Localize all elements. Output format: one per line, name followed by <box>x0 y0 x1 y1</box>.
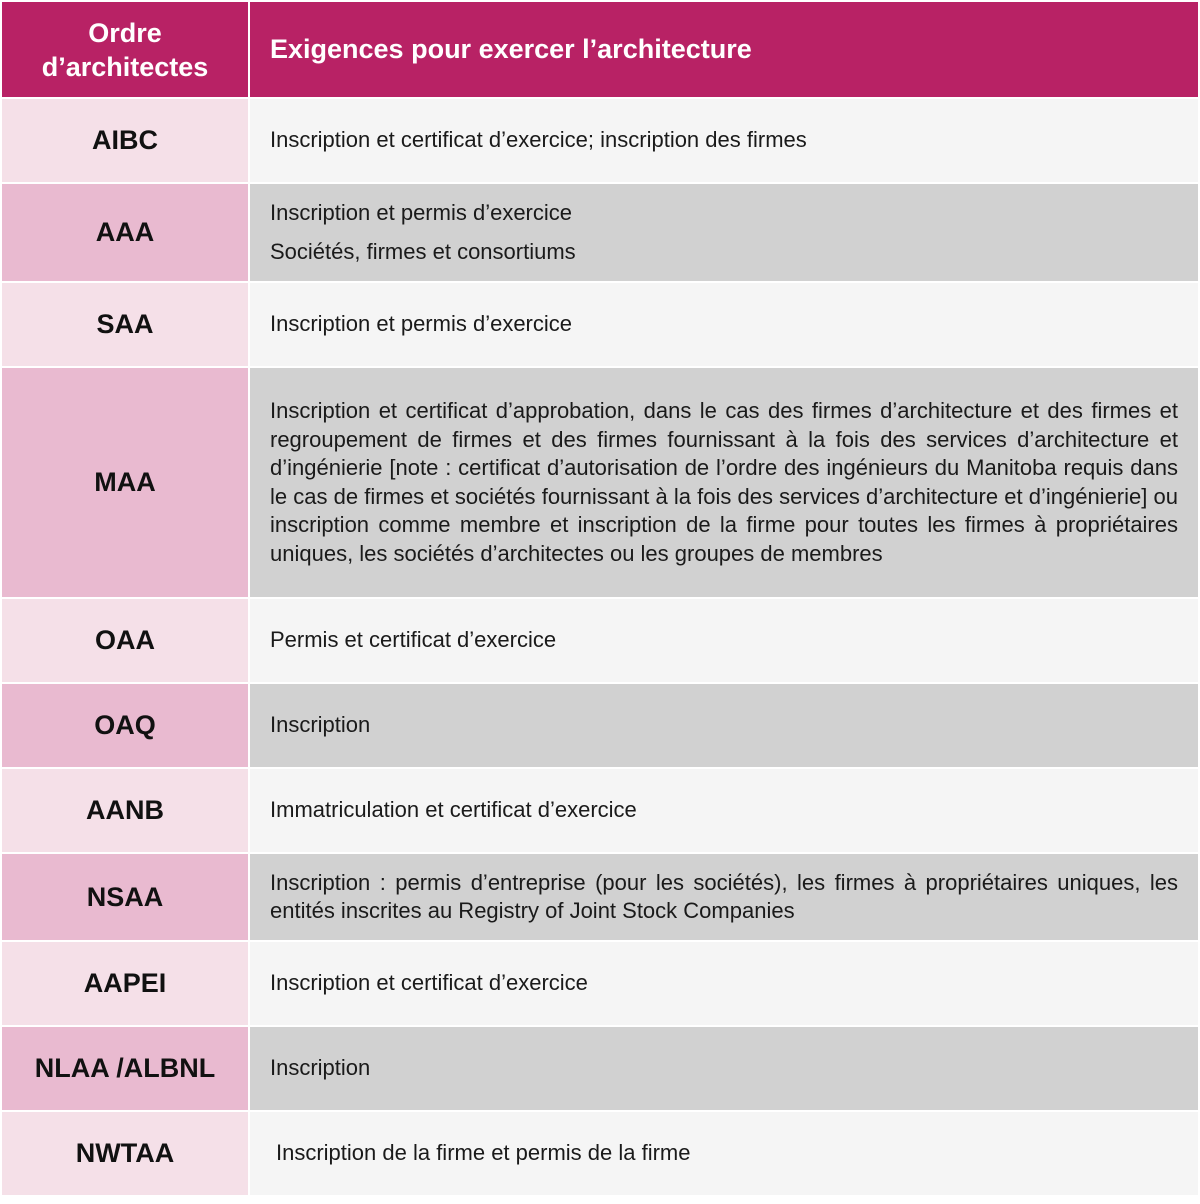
row-org-aanb: AANB <box>2 769 248 852</box>
header-organization <box>2 2 248 97</box>
row-org-maa: MAA <box>2 368 248 597</box>
row-org-oaq: OAQ <box>2 684 248 767</box>
row-req-oaa <box>250 599 1198 682</box>
header-requirements: Exigences pour exercer l’architecture <box>250 2 1198 97</box>
row-org-nlaa-albnl: NLAA /ALBNL <box>2 1027 248 1110</box>
requirement-text: Inscription et certificat d’exercice <box>270 970 588 996</box>
row-org-aapei: AAPEI <box>2 942 248 1025</box>
requirement-text: Inscription et permis d’exercice <box>270 311 573 337</box>
row-req-aapei <box>250 942 1198 1025</box>
row-req-nwtaa <box>250 1112 1198 1195</box>
row-req-saa <box>250 283 1198 366</box>
row-org-oaa: OAA <box>2 599 248 682</box>
architecture-requirements-table <box>2 2 1198 1202</box>
row-org-nwtaa: NWTAA <box>2 1112 248 1195</box>
row-req-aibc <box>250 99 1198 182</box>
requirement-text: Inscription et permis d’exercice <box>270 200 573 225</box>
requirement-text: Inscription : permis d’entreprise (pour les sociétés), les firmes à propriétaires uniques, les entités inscrites au Registry of Joint Stock Companies <box>270 869 1178 923</box>
header-organization-line2: d’architectes <box>41 51 209 82</box>
requirement-text: Permis et certificat d’exercice <box>270 627 557 653</box>
requirement-text: Inscription de la firme et permis de la firme <box>276 1140 691 1166</box>
row-req-nlaa-albnl <box>250 1027 1198 1110</box>
header-organization-line1: Ordre <box>88 17 162 48</box>
requirement-text: Inscription <box>270 1055 371 1081</box>
requirement-text: Inscription et certificat d’exercice; inscription des firmes <box>270 127 807 153</box>
row-req-nsaa <box>250 854 1198 940</box>
row-req-maa <box>250 368 1198 597</box>
row-org-nsaa: NSAA <box>2 854 248 940</box>
requirement-text: Sociétés, firmes et consortiums <box>270 238 576 264</box>
requirement-text: Immatriculation et certificat d’exercice <box>270 797 637 823</box>
requirement-text: Inscription et certificat d’approbation, dans le cas des firmes d’architecture et des firmes et regroupement de firmes et des firmes fournissant à la fois des services d’architecture et d’ingénierie [note : certificat d’autorisation de l’ordre des ingénieurs du Manitoba requis dans le cas de firmes et sociétés fournissant à la fois des services d’architecture et d’ingénierie] ou inscription comme membre et inscription de la firme pour toutes les firmes à propriétaires uniques, les sociétés d’architectes ou les groupes de membres <box>270 398 1178 566</box>
row-org-saa: SAA <box>2 283 248 366</box>
row-org-aaa: AAA <box>2 184 248 281</box>
row-org-aibc: AIBC <box>2 99 248 182</box>
row-req-aanb <box>250 769 1198 852</box>
requirement-text: Inscription <box>270 712 371 738</box>
row-req-oaq <box>250 684 1198 767</box>
row-req-aaa <box>250 184 1198 281</box>
